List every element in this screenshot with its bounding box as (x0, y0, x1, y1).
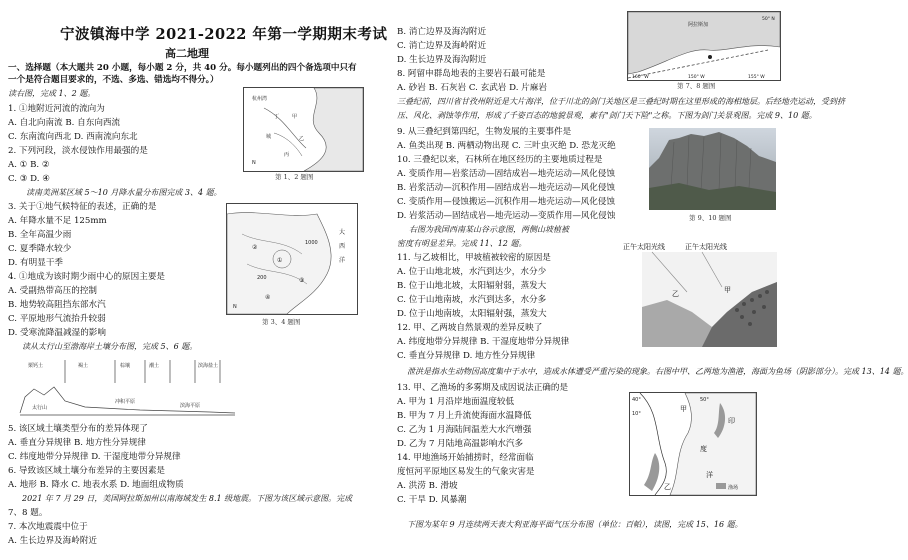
option: D. 位于山地南坡，太阳辐射强，蒸发大 (397, 309, 547, 319)
longitude-label: 150° W (688, 75, 705, 80)
map-label: ② (252, 244, 258, 251)
question: 6. 导致该区域土壤分布差异的主要因素是 (8, 466, 166, 476)
figure-1-2-map (243, 87, 364, 172)
question: 2. 下列河段，淡水侵蚀作用最强的是 (8, 146, 148, 156)
right-column (397, 0, 908, 560)
option: B. 全年高温少雨 (8, 230, 72, 240)
option: A. 纬度地带分异规律 B. 干湿度地带分异规律 (397, 337, 570, 347)
option: A. 年降水量不足 125mm (8, 216, 107, 226)
option: A. 垂直分异规律 B. 地方性分异规律 (8, 438, 146, 448)
figure-caption: 第 1、2 题图 (275, 173, 314, 181)
ocean-label: 西 (339, 243, 346, 250)
question: 5. 该区域土壤类型分布的差异体现了 (8, 424, 148, 434)
fishing-port-label: 甲 (680, 405, 687, 413)
option: C. 干旱 D. 风暴潮 (397, 495, 467, 505)
north-arrow: N (252, 160, 256, 166)
option: C. 变质作用—侵蚀搬运—沉积作用—地壳运动—风化侵蚀 (397, 197, 615, 207)
option: C. 乙为 1 月海陆间温差大水汽增强 (397, 425, 532, 435)
slope-label: 乙 (672, 290, 679, 298)
longitude-label: 40° (632, 397, 641, 403)
option: B. 岩浆活动—沉积作用—固结成岩—地壳运动—风化侵蚀 (397, 183, 616, 193)
map-label: 杭州湾 (252, 96, 268, 102)
question: 4. ①地成为该时期少雨中心的原因主要是 (8, 272, 166, 282)
map-label: 甲 (292, 114, 298, 120)
section-intro-2: 一个是符合题目要求的，不选、多选、错选均不得分。） (8, 75, 219, 85)
option: C. 消亡边界及海岭附近 (397, 41, 487, 51)
slope-label: 甲 (724, 286, 731, 294)
option: A. 生长边界及海岭附近 (8, 536, 98, 546)
map-label: 阿拉斯加 (688, 22, 709, 28)
sunlight-label: 正午太阳光线 (685, 243, 727, 251)
option: D. 受寒流降温减湿的影响 (8, 328, 106, 338)
question: 3. 关于①地气候特征的表述，正确的是 (8, 202, 157, 212)
section-intro: 一、选择题（本大题共 20 小题，每小题 2 分，共 40 分。每小题列出的四个备选项中只有 (8, 63, 357, 73)
option: D. 有明显干季 (8, 258, 64, 268)
instruction: 读南美洲某区域 5～10 月降水量分布图完成 3、4 题。 (26, 188, 222, 197)
option: B. 消亡边界及海沟附近 (397, 27, 487, 37)
option: B. 甲为 7 月上升流使海面水温降低 (397, 411, 532, 421)
longitude-label: 160° W (632, 75, 649, 80)
passage: 三叠纪前，四川省甘孜州附近是大片海洋，位于川北的剑门关地区是三叠纪时期在这里形成的海相地层。后经地壳运动，受到挤 (397, 97, 845, 106)
option: A. ① B. ② (8, 160, 50, 170)
passage: 压、风化、剥蚀等作用，形成了千姿百态的地貌景观，素有"剑门天下险"之称。下图为剑门关景观图。完成 9、10 题。 (397, 111, 817, 120)
option: D. 生长边界及海沟附近 (397, 55, 487, 65)
option: A. 甲为 1 月沿岸地面温度较低 (397, 397, 515, 407)
soil-label: 棕壤 (120, 363, 131, 369)
sunlight-label: 正午太阳光线 (623, 243, 665, 251)
question: 8. 阿留申群岛地表的主要岩石最可能是 (397, 69, 546, 79)
option: B. 位于山地北坡，太阳辐射弱，蒸发大 (397, 281, 547, 291)
landform-label: 滨海平原 (180, 403, 201, 409)
option: A. 变质作用—岩浆活动—固结成岩—地壳运动—风化侵蚀 (397, 169, 615, 179)
figure-7-8-map (627, 11, 781, 81)
exam-subtitle: 高二地理 (165, 47, 209, 60)
instruction: 2021 年 7 月 29 日，美国阿拉斯加州以南海域发生 8.1 级地震。下图为该区域示意图。完成 (22, 494, 353, 503)
instruction: 下图为某年 9 月连续两天表大利亚海平面气压分布图（单位：百帕），读图，完成 15、16 题。 (407, 520, 743, 529)
option: A. 位于山地北坡，水汽到达少，水分少 (397, 267, 547, 277)
latitude-label: 50° N (762, 17, 775, 22)
instruction-cont: 7、8 题。 (8, 508, 48, 518)
option: A. 自北向南流 B. 自东向西流 (8, 118, 121, 128)
question: 12. 甲、乙两坡自然景观的差异反映了 (397, 323, 543, 333)
landform-label: 太行山 (32, 405, 48, 411)
option: D. 岩浆活动—固结成岩—地壳运动—变质作用—风化侵蚀 (397, 211, 616, 221)
valley-figure (642, 252, 777, 347)
soil-label: 褐土 (78, 363, 89, 369)
option: C. 位于山地南坡，水汽到达多，水分多 (397, 295, 547, 305)
fishing-port-label: 乙 (664, 483, 671, 491)
option: C. 平原地形气流抬升较弱 (8, 314, 106, 324)
left-column (0, 0, 393, 560)
option: C. 纬度地带分异规律 D. 干湿度地带分异规律 (8, 452, 181, 462)
option: A. 鱼类出现 B. 两栖动物出现 C. 三叶虫灭绝 D. 恐龙灭绝 (397, 141, 616, 151)
option: A. 砂岩 B. 石灰岩 C. 玄武岩 D. 片麻岩 (397, 83, 547, 93)
jianmen-pass-photo (649, 128, 776, 210)
map-label: 城 (266, 134, 272, 140)
soil-profile-figure (20, 357, 240, 419)
ocean-label: 度 (700, 445, 707, 453)
soil-label: 滨海盐土 (198, 363, 219, 369)
north-arrow: N (233, 304, 237, 310)
ocean-label: 大 (339, 229, 346, 236)
option: A. 受副热带高压的控制 (8, 286, 98, 296)
figure-3-4-map (226, 203, 358, 315)
option: A. 地形 B. 降水 C. 地表水系 D. 地面组成物质 (8, 480, 184, 490)
figure-13-14-map (629, 392, 757, 496)
option: C. ③ D. ④ (8, 174, 50, 184)
option: C. 东南流向西北 D. 西南流向东北 (8, 132, 138, 142)
passage: 泄洪是指水生动物因高度集中于水中，造成水体遭受严重污染的现象。右图中甲、乙两地为渔港，海面为鱼场（阴影部分）。完成 13、14 题。 (407, 367, 908, 376)
figure-caption: 第 3、4 题图 (262, 318, 301, 326)
map-label: ① (277, 257, 283, 264)
instruction: 读从太行山至渤海岸土壤分布图，完成 5、6 题。 (22, 342, 198, 351)
option: A. 洪涝 B. 滑坡 (397, 481, 458, 491)
longitude-label: 155° W (748, 75, 765, 80)
ocean-label: 印 (728, 417, 735, 425)
exam-title: 宁波镇海中学 2021-2022 年第一学期期末考试 (60, 26, 388, 43)
map-label: ④ (265, 294, 271, 301)
instruction: 读右图，完成 1、2 题。 (8, 89, 96, 98)
option: D. 乙为 7 月陆地高温影响水汽多 (397, 439, 524, 449)
longitude-label: 50° (700, 397, 709, 403)
figure-caption: 第 9、10 题图 (689, 214, 732, 222)
isohyet-label: 1000 (305, 240, 318, 246)
option: B. 地势较高阻挡东部水汽 (8, 300, 106, 310)
isohyet-label: 200 (257, 275, 267, 281)
passage: 密度有明显差异。完成 11、12 题。 (397, 239, 527, 248)
map-label: ③ (299, 277, 305, 284)
question: 14. 甲地渔场开始捕捞时，经常面临 (397, 453, 534, 463)
option: C. 垂直分异规律 D. 地方性分异规律 (397, 351, 536, 361)
passage: 右图为我国西南某山谷示意图，两侧山坡植被 (409, 225, 569, 234)
ocean-label: 洋 (339, 257, 346, 264)
map-label: 丙 (284, 152, 290, 158)
question: 7. 本次地震震中位于 (8, 522, 88, 532)
map-label: 乙 (299, 136, 305, 142)
latitude-label: 10° (632, 411, 641, 417)
question: 11. 与乙坡相比，甲坡植被较密的原因是 (397, 253, 551, 263)
map-label: 丁 (274, 114, 280, 120)
ocean-label: 洋 (706, 471, 713, 479)
question-cont: 度恒河平原地区易发生的气象灾害是 (397, 467, 535, 477)
question: 10. 三叠纪以来，石林所在地区经历的主要地质过程是 (397, 155, 603, 165)
question: 13. 甲、乙渔场的多雾期及成因说法正确的是 (397, 383, 569, 393)
option: C. 夏季降水较少 (8, 244, 72, 254)
question: 9. 从三叠纪到第四纪，生物发展的主要事件是 (397, 127, 572, 137)
question: 1. ①地附近河流的流向为 (8, 104, 105, 114)
soil-label: 栗钙土 (28, 363, 44, 369)
landform-label: 冲积平原 (115, 399, 136, 405)
soil-label: 潮土 (149, 363, 160, 369)
legend-label: 渔场 (728, 485, 739, 491)
figure-caption: 第 7、8 题图 (677, 82, 716, 90)
